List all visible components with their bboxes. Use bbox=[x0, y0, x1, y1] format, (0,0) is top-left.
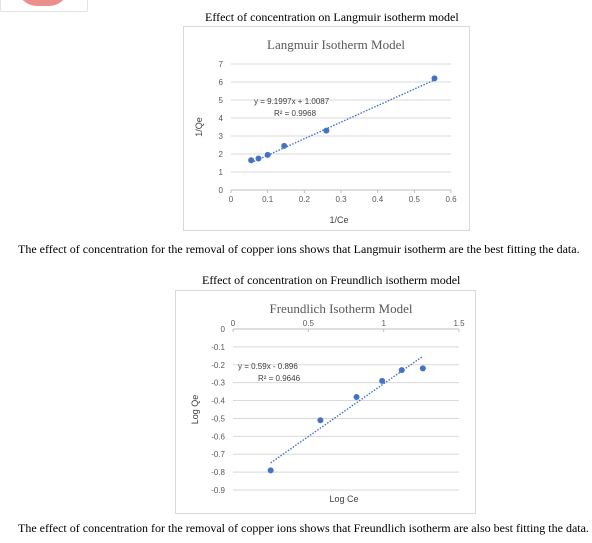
logo-circle-shape bbox=[17, 0, 69, 6]
freundlich-y-tick-label: -0.9 bbox=[211, 486, 225, 495]
freundlich-data-point bbox=[399, 367, 405, 373]
freundlich-chart bbox=[175, 290, 476, 514]
freundlich-y-axis-label: Log Qe bbox=[190, 394, 200, 425]
freundlich-data-point bbox=[317, 417, 323, 423]
langmuir-data-point bbox=[248, 157, 254, 163]
langmuir-y-tick-label: 0 bbox=[218, 186, 223, 195]
langmuir-data-point bbox=[256, 156, 262, 162]
freundlich-y-tick-label: -0.1 bbox=[211, 342, 225, 352]
freundlich-y-tick-label: -0.3 bbox=[211, 378, 225, 388]
freundlich-data-point bbox=[420, 365, 426, 371]
langmuir-data-point bbox=[323, 128, 329, 134]
freundlich-data-point bbox=[379, 378, 385, 384]
langmuir-y-tick-label: 3 bbox=[218, 132, 223, 141]
langmuir-y-tick-label: 6 bbox=[218, 78, 223, 87]
langmuir-x-tick-label: 0.4 bbox=[372, 195, 384, 204]
langmuir-y-tick-label: 5 bbox=[218, 96, 223, 105]
freundlich-y-tick-label: -0.5 bbox=[211, 414, 225, 424]
freundlich-chart-title: Freundlich Isotherm Model bbox=[269, 301, 413, 316]
langmuir-x-tick-label: 0.2 bbox=[298, 195, 310, 204]
langmuir-y-axis-label: 1/Qe bbox=[194, 117, 204, 137]
langmuir-trendline bbox=[251, 80, 434, 163]
freundlich-data-point bbox=[354, 394, 360, 400]
freundlich-x-tick-label: 1 bbox=[381, 319, 386, 328]
freundlich-y-tick-label: 0 bbox=[220, 325, 225, 334]
freundlich-data-point bbox=[268, 467, 274, 473]
langmuir-chart bbox=[183, 26, 470, 231]
freundlich-trendline-equation: y = 0.59x - 0.896 bbox=[238, 362, 298, 371]
langmuir-data-point bbox=[432, 75, 438, 81]
langmuir-data-point bbox=[281, 143, 287, 149]
freundlich-y-tick-label: -0.6 bbox=[211, 432, 225, 442]
freundlich-x-tick-label: 0.5 bbox=[302, 319, 314, 328]
langmuir-x-axis-label: 1/Ce bbox=[329, 215, 349, 225]
langmuir-paragraph: The effect of concentration for the removal of copper ions shows that Langmuir isotherm are the best fitting the data. bbox=[18, 242, 580, 256]
freundlich-y-tick-label: -0.2 bbox=[211, 360, 225, 370]
freundlich-paragraph: The effect of concentration for the removal of copper ions shows that Freundlich isotherm are also best fitting the data. bbox=[18, 521, 589, 535]
langmuir-x-tick-label: 0.5 bbox=[408, 195, 420, 204]
langmuir-y-tick-label: 4 bbox=[218, 114, 223, 123]
freundlich-y-tick-label: -0.7 bbox=[211, 450, 225, 460]
langmuir-x-tick-label: 0 bbox=[228, 195, 234, 204]
langmuir-trendline-equation: y = 9.1997x + 1.0087 bbox=[254, 97, 330, 106]
freundlich-x-tick-label: 0 bbox=[230, 319, 236, 328]
langmuir-r-squared: R² = 0.9968 bbox=[274, 109, 317, 118]
langmuir-y-tick-label: 1 bbox=[218, 168, 223, 177]
freundlich-y-tick-label: -0.8 bbox=[211, 468, 225, 478]
freundlich-chart-svg bbox=[176, 291, 475, 513]
langmuir-x-tick-label: 0.6 bbox=[445, 195, 457, 204]
freundlich-x-axis-label: Log Ce bbox=[329, 494, 359, 504]
freundlich-y-tick-label: -0.4 bbox=[211, 396, 225, 406]
langmuir-data-point bbox=[265, 152, 271, 158]
logo-fragment bbox=[0, 0, 88, 12]
langmuir-x-tick-label: 0.3 bbox=[335, 195, 347, 204]
langmuir-y-tick-label: 2 bbox=[218, 150, 223, 159]
freundlich-caption: Effect of concentration on Freundlich isotherm model bbox=[202, 273, 461, 287]
langmuir-x-tick-label: 0.1 bbox=[262, 195, 274, 204]
langmuir-chart-svg bbox=[184, 27, 469, 230]
langmuir-chart-title: Langmuir Isotherm Model bbox=[267, 37, 405, 52]
langmuir-y-tick-label: 7 bbox=[218, 60, 223, 69]
freundlich-r-squared: R² = 0.9646 bbox=[258, 374, 301, 383]
freundlich-x-tick-label: 1.5 bbox=[453, 319, 465, 328]
langmuir-caption: Effect of concentration on Langmuir isotherm model bbox=[205, 10, 459, 24]
